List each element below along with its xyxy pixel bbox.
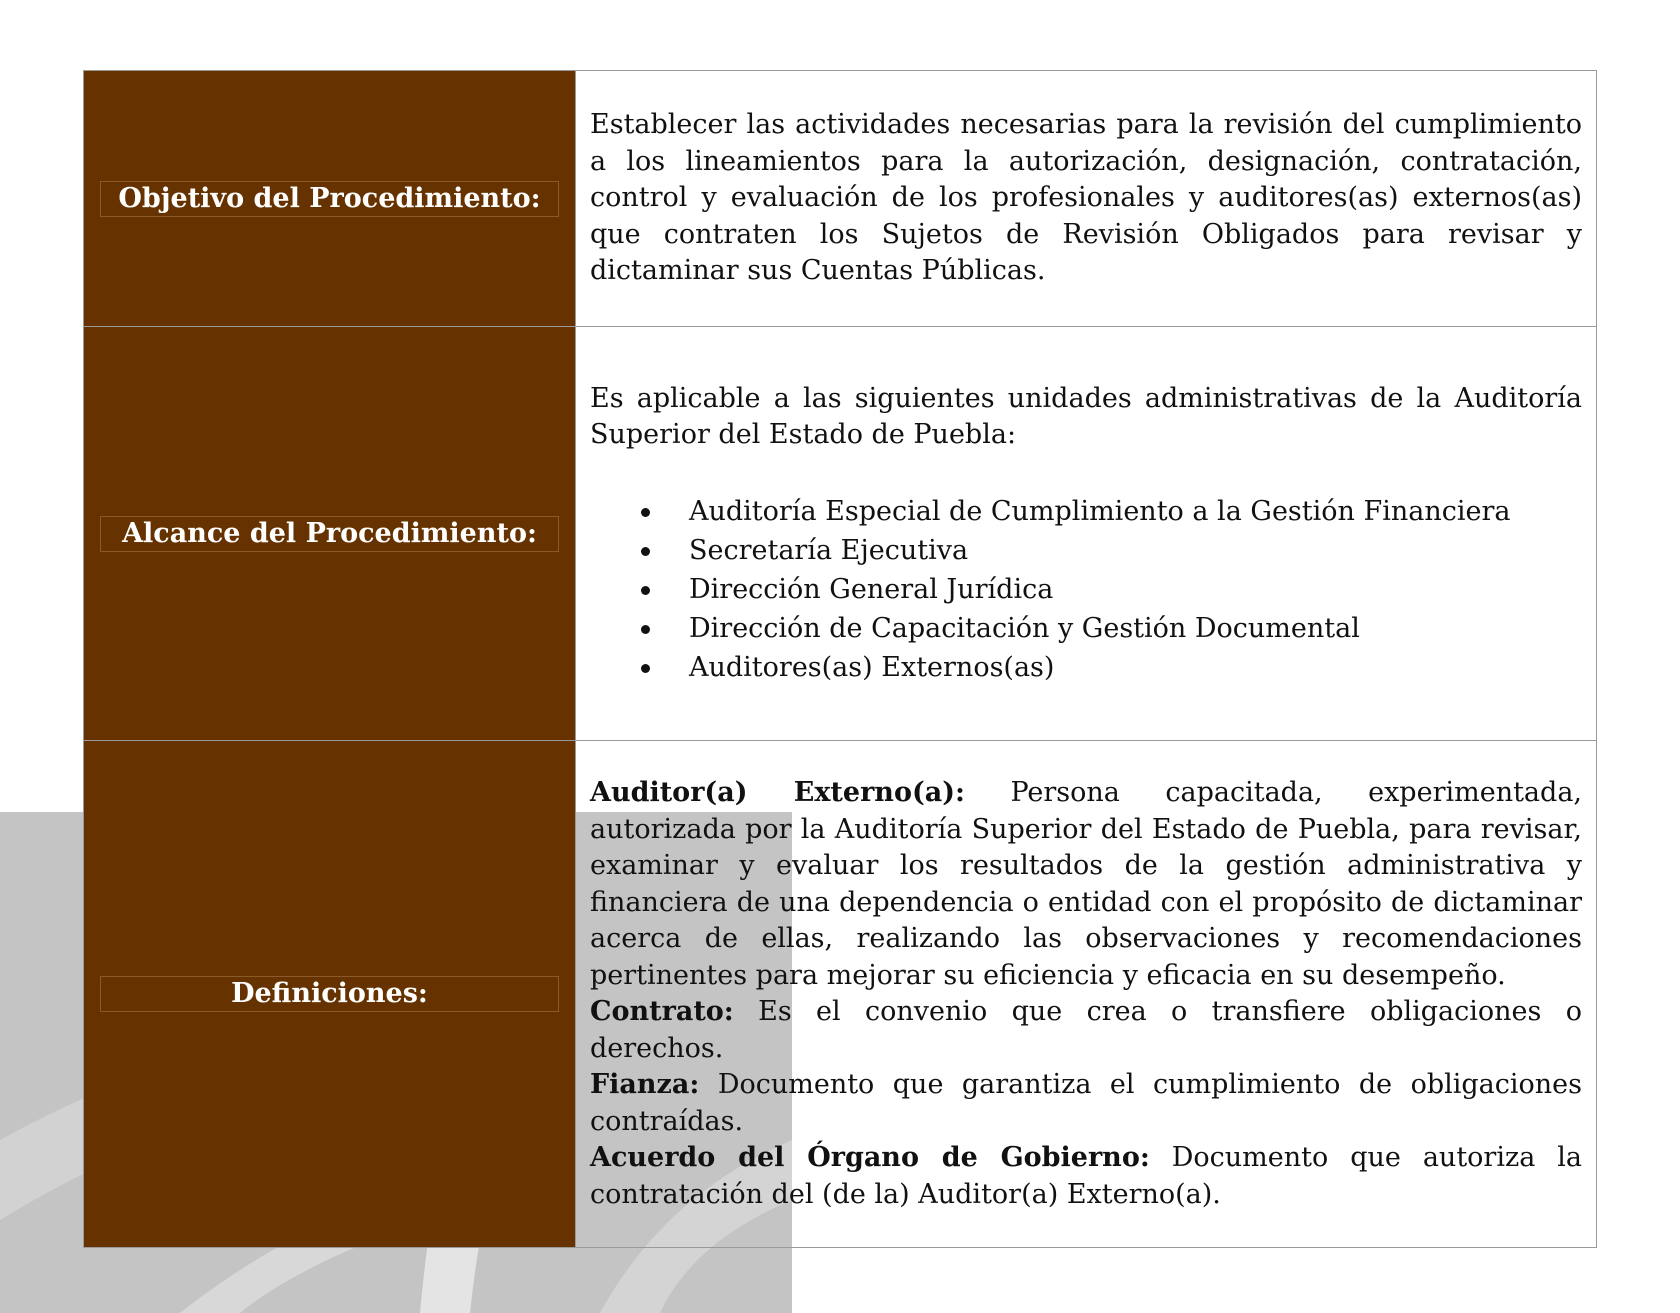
- definition-bond: [590, 1067, 1582, 1140]
- definition-term: Acuerdo del Órgano de Gobierno:: [590, 1142, 1150, 1173]
- definition-text: Documento que garantiza el cumplimiento de obligaciones contraídas.: [590, 1069, 1582, 1137]
- list-item-text: Auditores(as) Externos(as): [689, 651, 1055, 683]
- scope-row: [84, 327, 1597, 741]
- list-item: [590, 570, 1582, 609]
- definitions-label: Definiciones:: [100, 976, 559, 1012]
- definition-text: Documento que autoriza la contratación del (de la) Auditor(a) Externo(a).: [590, 1142, 1582, 1210]
- procedure-table: [83, 70, 1597, 1248]
- objective-content: [576, 71, 1597, 327]
- scope-label-cell: [84, 327, 576, 741]
- list-item: [590, 531, 1582, 570]
- definition-term: Auditor(a) Externo(a):: [590, 777, 965, 808]
- scope-content: [576, 327, 1597, 741]
- definition-term: Contrato:: [590, 996, 734, 1027]
- scope-unit-list: [590, 492, 1582, 687]
- definition-term: Fianza:: [590, 1069, 700, 1100]
- objective-label: Objetivo del Procedimiento:: [100, 181, 559, 217]
- definition-text: Persona capacitada, experimentada, autorizada por la Auditoría Superior del Estado de Puebla, para revisar, examinar y evaluar los resultados de la gestión administrativa y financiera de una dependencia o entidad con el propósito de dictaminar acerca de ellas, realizando las observaciones y recomendaciones pertinentes para mejorar su eficiencia y eficacia en su desempeño.: [590, 777, 1582, 991]
- list-item: [590, 609, 1582, 648]
- objective-label-cell: [84, 71, 576, 327]
- definitions-row: [84, 741, 1597, 1248]
- scope-label: Alcance del Procedimiento:: [100, 516, 559, 552]
- bullet-icon: [641, 586, 650, 595]
- list-item-text: Secretaría Ejecutiva: [689, 534, 969, 566]
- scope-intro: Es aplicable a las siguientes unidades administrativas de la Auditoría Superior del Estado de Puebla:: [590, 382, 1582, 450]
- bullet-icon: [641, 664, 650, 673]
- definition-text: Es el convenio que crea o transfiere obligaciones o derechos.: [590, 996, 1582, 1064]
- list-item: [590, 648, 1582, 687]
- objective-text: Establecer las actividades necesarias para la revisión del cumplimiento a los lineamientos para la autorización, designación, contratación, control y evaluación de los profesionales y auditores(as) externos(as) que contraten los Sujetos de Revisión Obligados para revisar y dictaminar sus Cuentas Públicas.: [590, 109, 1582, 287]
- list-item-text: Auditoría Especial de Cumplimiento a la Gestión Financiera: [689, 495, 1511, 527]
- list-item-text: Dirección General Jurídica: [689, 573, 1054, 605]
- objective-row: [84, 71, 1597, 327]
- bullet-icon: [641, 625, 650, 634]
- bullet-icon: [641, 508, 650, 517]
- definition-auditor: [590, 775, 1582, 994]
- list-item-text: Dirección de Capacitación y Gestión Documental: [689, 612, 1360, 644]
- definition-agreement: [590, 1140, 1582, 1213]
- definition-contract: [590, 994, 1582, 1067]
- bullet-icon: [641, 547, 650, 556]
- list-item: [590, 492, 1582, 531]
- definitions-content: [576, 741, 1597, 1248]
- definitions-label-cell: [84, 741, 576, 1248]
